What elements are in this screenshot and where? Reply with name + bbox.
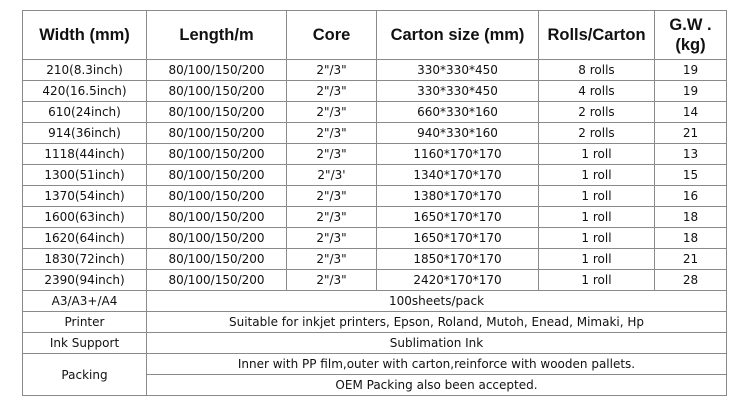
cell-rolls-carton: 8 rolls [539, 60, 655, 81]
cell-length: 80/100/150/200 [147, 249, 287, 270]
cell-gross-weight: 19 [655, 81, 727, 102]
cell-core: 2"/3' [287, 165, 377, 186]
cell-width: 610(24inch) [23, 102, 147, 123]
cell-carton-size: 1340*170*170 [377, 165, 539, 186]
cell-width: 1830(72inch) [23, 249, 147, 270]
packing-line-2: OEM Packing also been accepted. [147, 375, 727, 396]
printer-label: Printer [23, 312, 147, 333]
cell-width: 1118(44inch) [23, 144, 147, 165]
cell-length: 80/100/150/200 [147, 207, 287, 228]
cell-length: 80/100/150/200 [147, 186, 287, 207]
table-row [23, 123, 727, 144]
cell-width: 210(8.3inch) [23, 60, 147, 81]
cell-gross-weight: 13 [655, 144, 727, 165]
cell-core: 2"/3" [287, 186, 377, 207]
cell-carton-size: 940*330*160 [377, 123, 539, 144]
cell-gross-weight: 15 [655, 165, 727, 186]
table-row [23, 144, 727, 165]
table-row [23, 270, 727, 291]
header-core: Core [287, 11, 377, 60]
cell-width: 1620(64inch) [23, 228, 147, 249]
cell-gross-weight: 28 [655, 270, 727, 291]
table-row [23, 228, 727, 249]
cell-carton-size: 2420*170*170 [377, 270, 539, 291]
cell-width: 1300(51inch) [23, 165, 147, 186]
cell-core: 2"/3" [287, 81, 377, 102]
table-row [23, 249, 727, 270]
cell-carton-size: 660*330*160 [377, 102, 539, 123]
cell-carton-size: 1650*170*170 [377, 207, 539, 228]
cell-length: 80/100/150/200 [147, 102, 287, 123]
cell-rolls-carton: 2 rolls [539, 123, 655, 144]
table-footer [23, 291, 727, 396]
cell-carton-size: 1850*170*170 [377, 249, 539, 270]
cell-length: 80/100/150/200 [147, 144, 287, 165]
ink-support-value: Sublimation Ink [147, 333, 727, 354]
cell-length: 80/100/150/200 [147, 228, 287, 249]
cell-rolls-carton: 1 roll [539, 186, 655, 207]
cell-rolls-carton: 1 roll [539, 228, 655, 249]
table-row [23, 186, 727, 207]
table-row [23, 102, 727, 123]
product-spec-table [22, 10, 727, 396]
cell-length: 80/100/150/200 [147, 123, 287, 144]
sheet-size-value: 100sheets/pack [147, 291, 727, 312]
packing-row [23, 354, 727, 375]
cell-core: 2"/3" [287, 60, 377, 81]
table-row [23, 207, 727, 228]
cell-width: 420(16.5inch) [23, 81, 147, 102]
packing-line-1: Inner with PP film,outer with carton,reinforce with wooden pallets. [147, 354, 727, 375]
cell-carton-size: 1380*170*170 [377, 186, 539, 207]
ink-support-label: Ink Support [23, 333, 147, 354]
cell-carton-size: 330*330*450 [377, 60, 539, 81]
packing-label: Packing [23, 354, 147, 396]
table-row [23, 165, 727, 186]
cell-rolls-carton: 1 roll [539, 207, 655, 228]
cell-gross-weight: 16 [655, 186, 727, 207]
sheet-size-label: A3/A3+/A4 [23, 291, 147, 312]
cell-rolls-carton: 1 roll [539, 165, 655, 186]
sheet-size-row [23, 291, 727, 312]
printer-row [23, 312, 727, 333]
cell-width: 2390(94inch) [23, 270, 147, 291]
cell-carton-size: 1160*170*170 [377, 144, 539, 165]
cell-core: 2"/3" [287, 102, 377, 123]
table-row [23, 81, 727, 102]
header-gross-weight: G.W . (kg) [655, 11, 727, 60]
cell-carton-size: 1650*170*170 [377, 228, 539, 249]
cell-core: 2"/3" [287, 144, 377, 165]
header-rolls-carton: Rolls/Carton [539, 11, 655, 60]
cell-gross-weight: 14 [655, 102, 727, 123]
printer-value: Suitable for inkjet printers, Epson, Roland, Mutoh, Enead, Mimaki, Hp [147, 312, 727, 333]
cell-length: 80/100/150/200 [147, 60, 287, 81]
header-carton-size: Carton size (mm) [377, 11, 539, 60]
cell-carton-size: 330*330*450 [377, 81, 539, 102]
cell-gross-weight: 21 [655, 123, 727, 144]
cell-core: 2"/3" [287, 123, 377, 144]
cell-length: 80/100/150/200 [147, 270, 287, 291]
cell-rolls-carton: 2 rolls [539, 102, 655, 123]
table-body [23, 60, 727, 291]
header-width: Width (mm) [23, 11, 147, 60]
ink-support-row [23, 333, 727, 354]
cell-core: 2"/3" [287, 249, 377, 270]
cell-core: 2"/3" [287, 270, 377, 291]
table-row [23, 60, 727, 81]
cell-rolls-carton: 1 roll [539, 144, 655, 165]
cell-core: 2"/3" [287, 207, 377, 228]
cell-gross-weight: 19 [655, 60, 727, 81]
cell-gross-weight: 21 [655, 249, 727, 270]
cell-core: 2"/3" [287, 228, 377, 249]
table-header-row [23, 11, 727, 60]
cell-rolls-carton: 4 rolls [539, 81, 655, 102]
cell-width: 914(36inch) [23, 123, 147, 144]
cell-gross-weight: 18 [655, 228, 727, 249]
cell-gross-weight: 18 [655, 207, 727, 228]
cell-rolls-carton: 1 roll [539, 270, 655, 291]
cell-length: 80/100/150/200 [147, 81, 287, 102]
header-length: Length/m [147, 11, 287, 60]
cell-length: 80/100/150/200 [147, 165, 287, 186]
cell-width: 1370(54inch) [23, 186, 147, 207]
cell-rolls-carton: 1 roll [539, 249, 655, 270]
cell-width: 1600(63inch) [23, 207, 147, 228]
